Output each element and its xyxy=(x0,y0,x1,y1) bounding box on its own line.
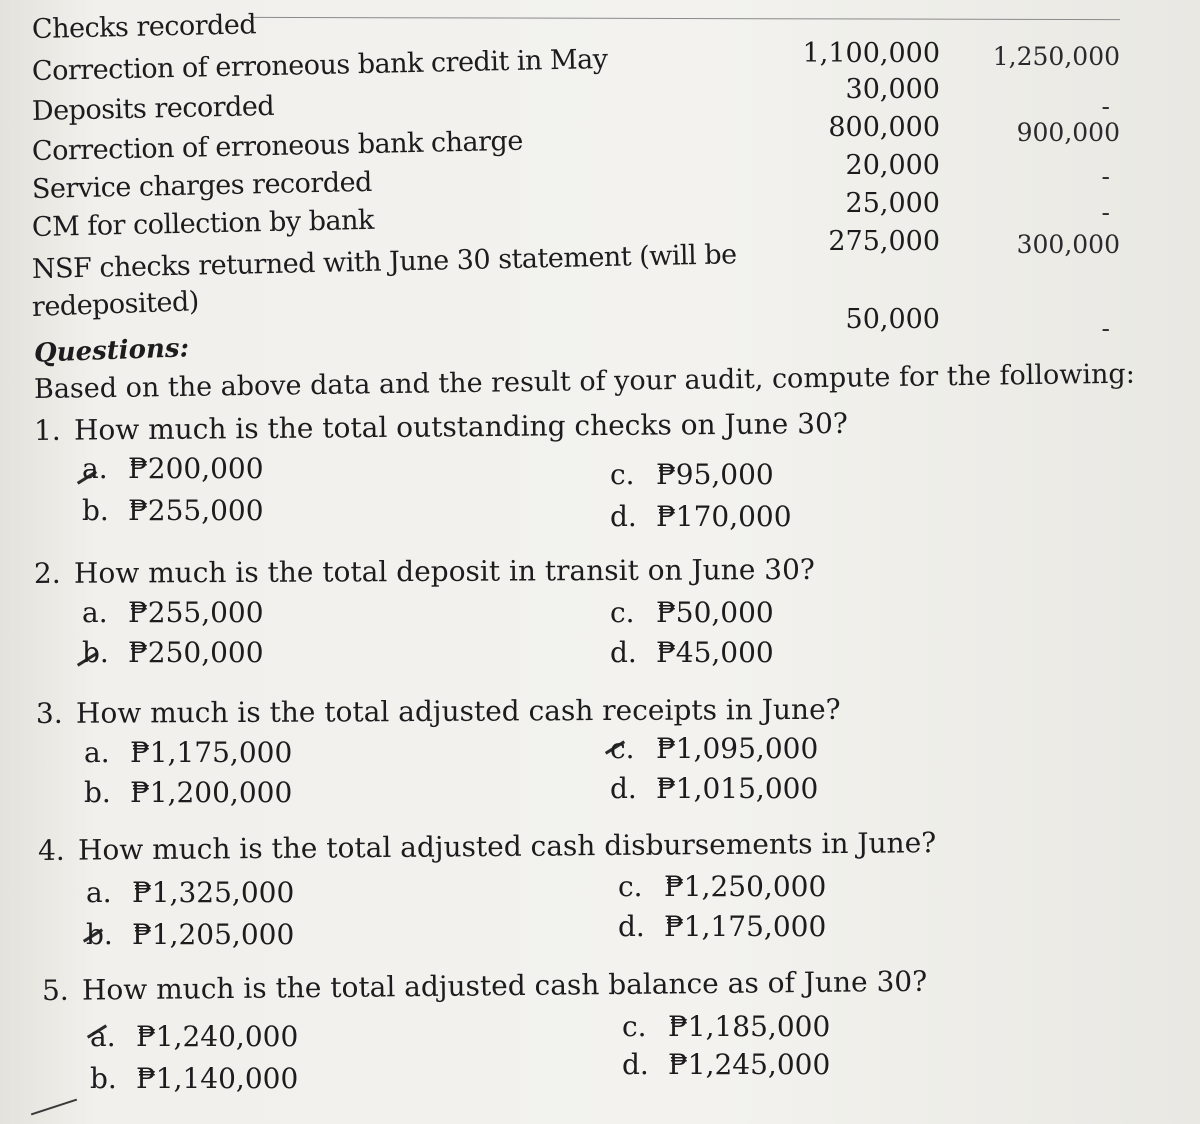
row-label: CM for collection by bank xyxy=(31,204,375,243)
question-text: How much is the total outstanding checks on June 30? xyxy=(73,406,848,447)
option-d[interactable] xyxy=(618,910,826,943)
row-col2-dash: - xyxy=(1101,162,1110,191)
option-value: ₱200,000 xyxy=(128,452,264,485)
questions-heading: Questions: xyxy=(33,333,190,369)
question-text: How much is the total deposit in transit on June 30? xyxy=(73,552,815,590)
option-value: ₱1,245,000 xyxy=(668,1048,831,1081)
option-value: ₱45,000 xyxy=(656,636,774,669)
option-value: ₱1,200,000 xyxy=(130,776,293,809)
row-col1: 30,000 xyxy=(845,74,940,105)
option-b[interactable] xyxy=(82,636,264,669)
option-b[interactable] xyxy=(82,494,264,527)
row-label: Correction of erroneous bank charge xyxy=(31,125,524,167)
option-c[interactable] xyxy=(622,1010,830,1043)
option-letter: b. xyxy=(82,636,109,669)
option-a[interactable] xyxy=(82,452,264,485)
option-letter: b. xyxy=(86,918,113,951)
option-letter: a. xyxy=(84,736,110,769)
data-row xyxy=(0,286,1200,343)
option-letter: d. xyxy=(610,500,637,533)
option-a[interactable] xyxy=(86,876,294,909)
question-2 xyxy=(34,553,815,590)
option-value: ₱1,205,000 xyxy=(132,918,295,951)
option-value: ₱1,015,000 xyxy=(656,772,819,805)
row-label: redeposited) xyxy=(31,286,200,323)
question-text: How much is the total adjusted cash receipts in June? xyxy=(75,692,841,730)
option-letter: c. xyxy=(618,870,643,903)
row-col2-dash: - xyxy=(1101,314,1110,343)
option-value: ₱1,325,000 xyxy=(132,876,295,909)
option-value: ₱170,000 xyxy=(656,500,792,533)
question-1 xyxy=(34,407,848,447)
question-5 xyxy=(42,965,928,1007)
option-letter: b. xyxy=(90,1062,117,1095)
option-b[interactable] xyxy=(90,1062,298,1095)
option-value: ₱255,000 xyxy=(128,596,264,629)
question-number: 4. xyxy=(37,833,65,867)
row-label: NSF checks returned with June 30 statement (will be xyxy=(31,239,737,285)
option-c[interactable] xyxy=(610,732,818,765)
option-value: ₱50,000 xyxy=(656,596,774,629)
pen-stroke xyxy=(31,1099,77,1116)
questions-intro: Based on the above data and the result of your audit, compute for the following: xyxy=(33,358,1136,405)
row-label: Deposits recorded xyxy=(31,90,275,127)
option-letter: a. xyxy=(90,1020,116,1053)
question-text: How much is the total adjusted cash disbursements in June? xyxy=(77,826,937,867)
option-b[interactable] xyxy=(86,918,294,951)
option-d[interactable] xyxy=(610,636,774,669)
option-letter: b. xyxy=(82,494,109,527)
question-number: 2. xyxy=(33,556,61,590)
option-letter: c. xyxy=(622,1010,647,1043)
row-col1: 50,000 xyxy=(845,304,940,335)
option-value: ₱1,140,000 xyxy=(136,1062,299,1095)
option-a[interactable] xyxy=(84,736,292,769)
option-letter: d. xyxy=(622,1048,649,1081)
row-col2: 900,000 xyxy=(1016,118,1120,147)
option-value: ₱95,000 xyxy=(656,458,774,491)
option-letter: c. xyxy=(610,458,635,491)
option-letter: a. xyxy=(86,876,112,909)
row-col2: 1,250,000 xyxy=(992,42,1120,71)
row-col2-dash: - xyxy=(1101,92,1110,121)
option-letter: d. xyxy=(610,636,637,669)
row-col2-dash: - xyxy=(1101,198,1110,227)
row-label: Correction of erroneous bank credit in May xyxy=(31,43,608,87)
row-label: Service charges recorded xyxy=(31,166,373,205)
question-number: 5. xyxy=(41,973,69,1007)
option-value: ₱1,175,000 xyxy=(130,736,293,769)
row-col1: 25,000 xyxy=(845,188,940,219)
option-value: ₱1,250,000 xyxy=(664,870,827,903)
option-letter: d. xyxy=(618,910,645,943)
option-c[interactable] xyxy=(610,458,774,491)
option-value: ₱250,000 xyxy=(128,636,264,669)
option-letter: a. xyxy=(82,596,108,629)
option-letter: d. xyxy=(610,772,637,805)
option-letter: a. xyxy=(82,452,108,485)
option-d[interactable] xyxy=(610,772,818,805)
option-d[interactable] xyxy=(610,500,792,533)
question-number: 1. xyxy=(33,413,61,447)
question-3 xyxy=(36,693,841,730)
option-value: ₱1,175,000 xyxy=(664,910,827,943)
option-letter: c. xyxy=(610,732,635,765)
option-value: ₱1,185,000 xyxy=(668,1010,831,1043)
question-number: 3. xyxy=(35,696,63,730)
option-value: ₱255,000 xyxy=(128,494,264,527)
row-col1: 20,000 xyxy=(845,150,940,181)
option-value: ₱1,240,000 xyxy=(136,1020,299,1053)
row-col2: 300,000 xyxy=(1016,230,1120,259)
question-4 xyxy=(38,826,936,867)
row-label: Checks recorded xyxy=(31,9,257,45)
row-col1: 1,100,000 xyxy=(802,38,940,69)
option-c[interactable] xyxy=(618,870,826,903)
option-a[interactable] xyxy=(82,596,264,629)
option-value: ₱1,095,000 xyxy=(656,732,819,765)
option-c[interactable] xyxy=(610,596,774,629)
option-letter: b. xyxy=(84,776,111,809)
option-d[interactable] xyxy=(622,1048,830,1081)
option-letter: c. xyxy=(610,596,635,629)
row-col1: 800,000 xyxy=(828,112,940,143)
option-a[interactable] xyxy=(90,1020,298,1053)
row-col1: 275,000 xyxy=(828,226,940,257)
option-b[interactable] xyxy=(84,776,292,809)
question-text: How much is the total adjusted cash balance as of June 30? xyxy=(81,964,928,1007)
